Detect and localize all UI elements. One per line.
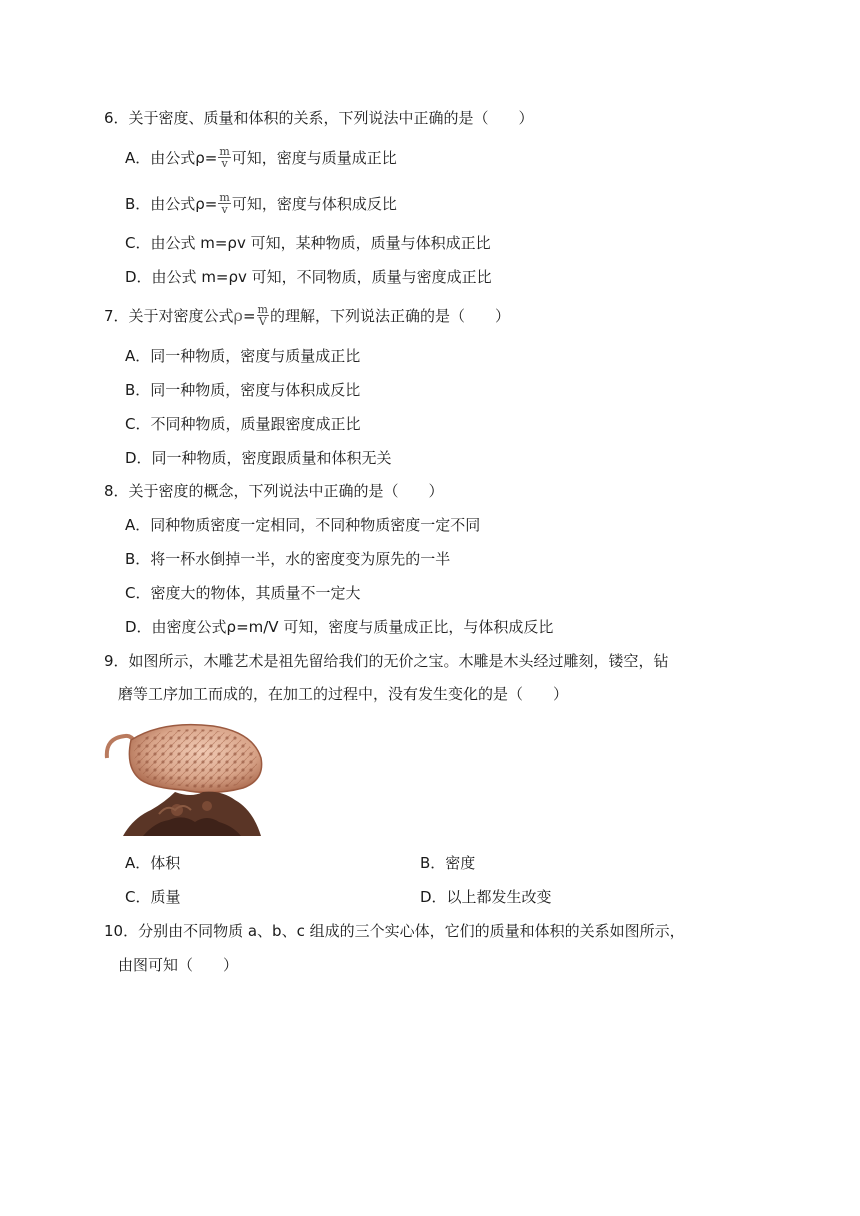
question-8-option-b: B．将一杯水倒掉一半，水的密度变为原先的一半 — [125, 550, 451, 568]
question-8-option-d: D．由密度公式ρ=m/V 可知，密度与质量成正比，与体积成反比 — [125, 618, 554, 636]
question-9-stem-line2: 磨等工序加工而成的，在加工的过程中，没有发生变化的是（ ） — [118, 685, 569, 703]
rho-symbol: ρ — [233, 306, 243, 325]
question-9-option-b: B．密度 — [420, 854, 476, 872]
option-a-prefix: A．由公式ρ= — [125, 149, 218, 167]
question-6-option-c: C．由公式 m=ρv 可知，某种物质，质量与体积成正比 — [125, 234, 491, 252]
option-a-suffix: 可知，密度与质量成正比 — [231, 149, 397, 167]
question-7-stem-suffix: 的理解，下列说法正确的是（ ） — [269, 307, 510, 325]
option-b-suffix: 可知，密度与体积成反比 — [231, 195, 397, 213]
question-8-stem: 8．关于密度的概念，下列说法中正确的是（ ） — [104, 482, 444, 500]
question-8-option-a: A．同种物质密度一定相同，不同种物质密度一定不同 — [125, 516, 481, 534]
fraction-numerator: m — [257, 303, 268, 316]
question-6-option-b — [125, 193, 397, 215]
question-7-stem-prefix: 7．关于对密度公式 — [104, 307, 234, 325]
question-9-option-d: D．以上都发生改变 — [420, 888, 552, 906]
question-6-stem: 6．关于密度、质量和体积的关系，下列说法中正确的是（ ） — [104, 109, 534, 127]
fraction-denominator: V — [258, 315, 267, 328]
question-9-stem-line1: 9．如图所示，木雕艺术是祖先留给我们的无价之宝。木雕是木头经过雕刻，镂空，钻 — [104, 652, 669, 670]
fraction-m-over-v — [257, 304, 269, 327]
question-8-option-c: C．密度大的物体，其质量不一定大 — [125, 584, 361, 602]
question-9-option-a: A．体积 — [125, 854, 181, 872]
question-7-stem — [104, 305, 510, 327]
fraction-numerator: m — [219, 191, 230, 204]
question-9-option-c: C．质量 — [125, 888, 181, 906]
wood-carving-image — [103, 718, 264, 838]
fraction-m-over-v — [218, 192, 230, 215]
fraction-m-over-v — [218, 146, 230, 169]
question-6-option-d: D．由公式 m=ρv 可知，不同物质，质量与密度成正比 — [125, 268, 492, 286]
question-7-option-a: A．同一种物质，密度与质量成正比 — [125, 347, 361, 365]
question-6-option-a — [125, 147, 397, 169]
question-7-option-c: C．不同种物质，质量跟密度成正比 — [125, 415, 361, 433]
question-7-option-d: D．同一种物质，密度跟质量和体积无关 — [125, 449, 392, 467]
fraction-numerator: m — [219, 145, 230, 158]
fraction-denominator: v — [221, 203, 228, 216]
question-10-stem-line1: 10．分别由不同物质 a、b、c 组成的三个实心体，它们的质量和体积的关系如图所示， — [104, 922, 685, 940]
equals-sign: = — [242, 307, 256, 325]
question-10-stem-line2: 由图可知（ ） — [118, 956, 239, 974]
option-b-prefix: B．由公式ρ= — [125, 195, 218, 213]
question-7-option-b: B．同一种物质，密度与体积成反比 — [125, 381, 361, 399]
fraction-denominator: v — [221, 157, 228, 170]
